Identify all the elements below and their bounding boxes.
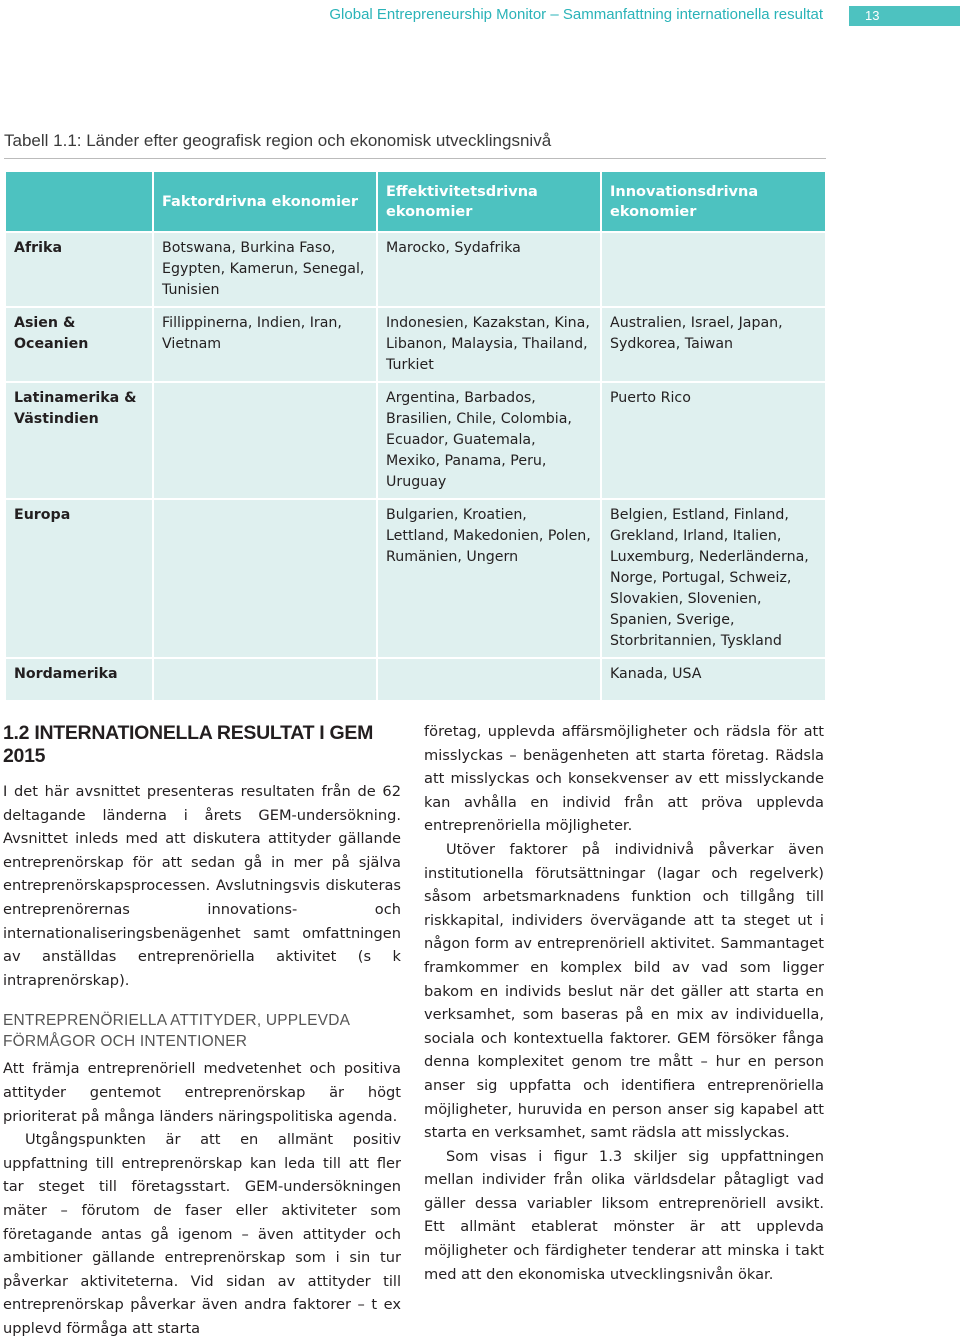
paragraph: Utöver faktorer på individnivå påverkar även institutionella förutsättningar (lagar och regelverk) såsom arbetsmarknadens funktion och tillgång till riskkapital, individers övervägande att ta steget ut i någon form av entreprenöriell aktivitet. Sammantaget framkommer en komplex bild av vad som ligger bakom en individs beslut när det gäller att starta en verksamhet, som baseras på en mix av individuella, sociala och kontextuella faktorer. GEM försöker fånga denna komplexitet genom tre mått – hur en person anser sig uppfatta och identifiera entreprenöriella möjligheter, huruvida en person anser sig kapabel att starta en verksamhet, samt rädsla att misslyckas. [424, 840, 824, 1142]
factor-cell: Botswana, Burkina Faso, Egypten, Kamerun, Senegal, Tunisien [154, 233, 376, 306]
innovation-cell: Australien, Israel, Japan, Sydkorea, Taiwan [602, 308, 825, 381]
header-efficiency-driven: Effektivitetsdrivna ekonomier [378, 172, 600, 231]
innovation-cell [602, 233, 825, 306]
caption-divider [4, 158, 826, 159]
region-table [4, 170, 827, 702]
running-title: Global Entrepreneurship Monitor – Sammanfattning internationella resultat [329, 6, 823, 23]
page-header [0, 0, 960, 32]
table-row [6, 500, 825, 657]
region-cell: Asien & Oceanien [6, 308, 152, 381]
header-region [6, 172, 152, 231]
factor-cell [154, 659, 376, 700]
section-title: 1.2 INTERNATIONELLA RESULTAT I GEM 2015 [3, 722, 374, 767]
table-row [6, 233, 825, 306]
paragraph: Utgångspunkten är att en allmänt positiv uppfattning till entreprenörskap kan leda till att fler tar steget till företagsstart. GEM-undersökningen mäter – förutom de faser eller aktiviteter som företagande antas gå igenom – även attityder och ambitioner gällande entreprenörskap som i sin tur påverkar aktiviteterna. Vid sidan av attityder till entreprenörskap påverkar även andra faktorer – t ex upplevd förmåga att starta [3, 1131, 401, 1337]
efficiency-cell: Bulgarien, Kroatien, Lettland, Makedonien, Polen, Rumänien, Ungern [378, 500, 600, 657]
page-number: 13 [849, 6, 960, 26]
table-row [6, 383, 825, 498]
region-cell: Europa [6, 500, 152, 657]
innovation-cell: Kanada, USA [602, 659, 825, 700]
efficiency-cell [378, 659, 600, 700]
efficiency-cell: Indonesien, Kazakstan, Kina, Libanon, Malaysia, Thailand, Turkiet [378, 308, 600, 381]
region-cell: Afrika [6, 233, 152, 306]
innovation-cell: Puerto Rico [602, 383, 825, 498]
text-column-left [3, 722, 401, 1340]
table-row [6, 308, 825, 381]
region-cell: Nordamerika [6, 659, 152, 700]
efficiency-cell: Marocko, Sydafrika [378, 233, 600, 306]
paragraph: Att främja entreprenöriell medvetenhet och positiva attityder gentemot entreprenörskap är högt prioriterat på många länders näringspolitiska agenda. [3, 1060, 401, 1125]
factor-cell: Fillippinerna, Indien, Iran, Vietnam [154, 308, 376, 381]
table-row [6, 659, 825, 700]
region-cell: Latinamerika & Västindien [6, 383, 152, 498]
subheading: ENTREPRENÖRIELLA ATTITYDER, UPPLEVDA FÖRMÅGOR OCH INTENTIONER [3, 1012, 350, 1051]
efficiency-cell: Argentina, Barbados, Brasilien, Chile, Colombia, Ecuador, Guatemala, Mexiko, Panama, Peru, Uruguay [378, 383, 600, 498]
header-innovation-driven: Innovationsdrivna ekonomier [602, 172, 825, 231]
text-column-right [424, 720, 824, 1286]
header-factor-driven: Faktordrivna ekonomier [154, 172, 376, 231]
table-caption: Tabell 1.1: Länder efter geografisk region och ekonomisk utvecklingsnivå [4, 131, 552, 150]
factor-cell [154, 383, 376, 498]
table-header-row [6, 172, 825, 231]
paragraph: Som visas i figur 1.3 skiljer sig uppfattningen mellan individer från olika världsdelar påtagligt vad gäller dessa variabler liksom entreprenöriell avsikt. Ett allmänt etablerat mönster är att upplevda möjligheter och färdigheter tenderar att minska i takt med att den ekonomiska utvecklingsnivån ökar. [424, 1147, 824, 1283]
innovation-cell: Belgien, Estland, Finland, Grekland, Irland, Italien, Luxemburg, Nederländerna, Norge, Portugal, Schweiz, Slovakien, Slovenien, Spanien, Sverige, Storbritannien, Tyskland [602, 500, 825, 657]
factor-cell [154, 500, 376, 657]
paragraph: företag, upplevda affärsmöjligheter och rädsla för att misslyckas – benägenheten att starta företag. Rädsla att misslyckas och konsekvenser av ett misslyckande kan avhålla en individ från att pröva upplevda entreprenöriella möjligheter. [424, 723, 824, 835]
intro-paragraph: I det här avsnittet presenteras resultaten från de 62 deltagande länderna i årets GEM-undersökning. Avsnittet inleds med att diskutera attityder gällande entreprenörskap för att sedan gå in mer på själva entreprenörskapsprocessen. Avslutningsvis diskuteras entreprenörernas innovations- och internationaliseringsbenägenhet samt omfattningen av anställdas entreprenöriella aktivitet (s k intraprenörskap). [3, 783, 401, 989]
